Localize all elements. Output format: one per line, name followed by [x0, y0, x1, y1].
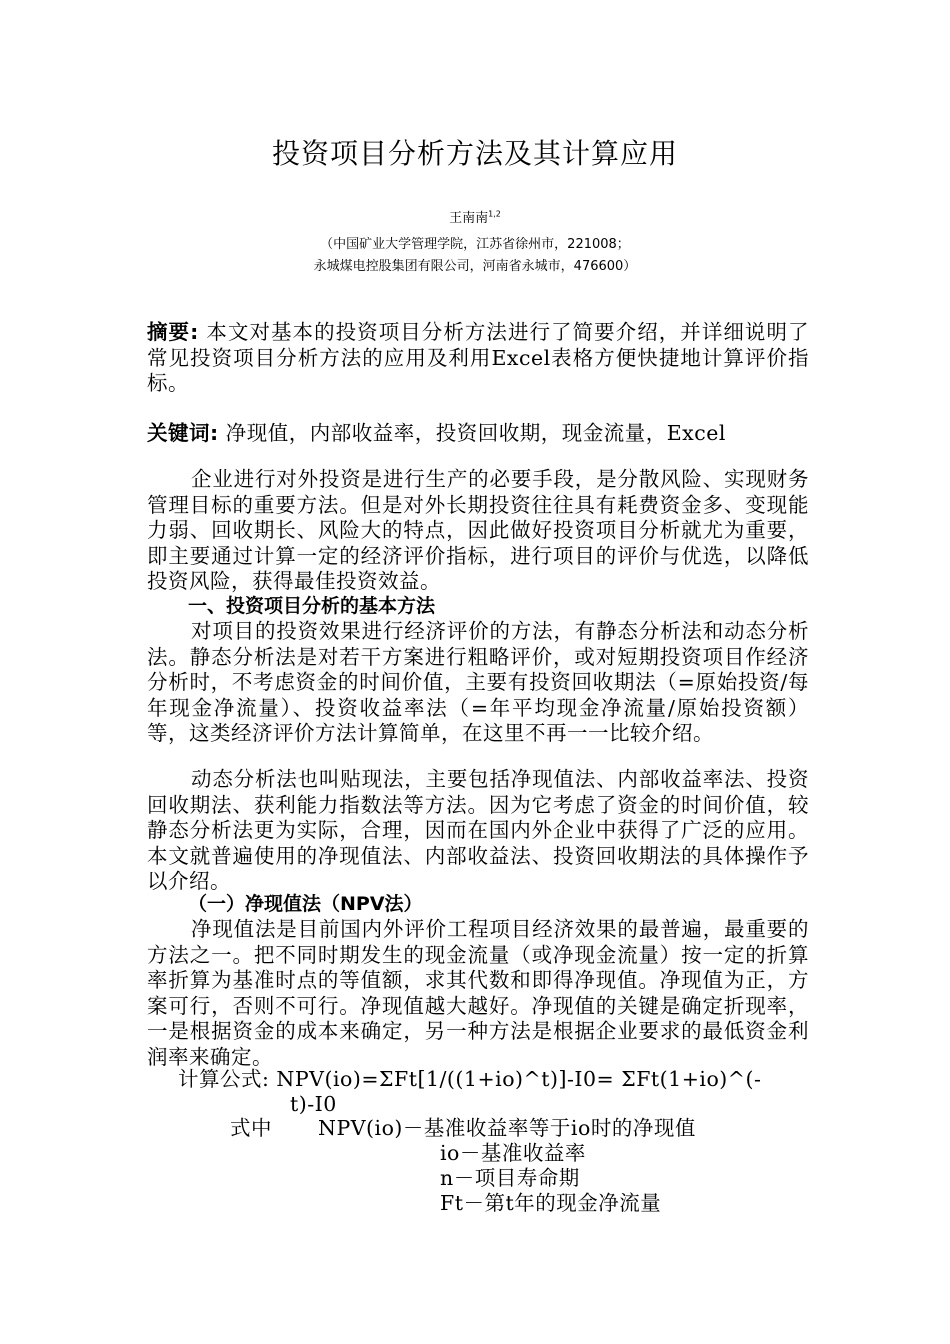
where-item-ft: Ft－第t年的现金净流量: [440, 1191, 662, 1215]
affiliation-2: 永城煤电控股集团有限公司，河南省永城市，476600）: [313, 259, 637, 274]
formula-line-2: t)-I0: [290, 1092, 337, 1116]
affiliation-1: （中国矿业大学管理学院，江苏省徐州市，221008；: [320, 237, 630, 252]
dynamic-method-paragraph: 动态分析法也叫贴现法，主要包括净现值法、内部收益率法、投资回收期法、获利能力指数法等方法。因为它考虑了资金的时间价值，较静态分析法更为实际，合理，因而在国内外企业中获得了广泛的应用。本文就普遍使用的净现值法、内部收益法、投资回收期法的具体操作予以介绍。: [147, 767, 809, 893]
section-heading-npv: （一）净现值法（NPV法）: [188, 893, 423, 915]
abstract-paragraph: [147, 320, 809, 397]
author-name: 王南南: [449, 211, 489, 226]
where-item-n: n－项目寿命期: [440, 1166, 580, 1190]
section-heading-1: 一、投资项目分析的基本方法: [188, 595, 436, 617]
where-item-io: io－基准收益率: [440, 1141, 586, 1165]
author-superscript: 1,2: [488, 209, 501, 219]
npv-paragraph: 净现值法是目前国内外评价工程项目经济效果的最普遍，最重要的方法之一。把不同时期发生的现金流量（或净现金流量）按一定的折算率折算为基准时点的等值额，求其代数和即得净现值。净现值为正，方案可行，否则不可行。净现值越大越好。净现值的关键是确定折现率，一是根据资金的成本来确定，另一种方法是根据企业要求的最低资金利润率来确定。: [147, 917, 809, 1069]
static-method-paragraph: 对项目的投资效果进行经济评价的方法，有静态分析法和动态分析法。静态分析法是对若干方案进行粗略评价，或对短期投资项目作经济分析时，不考虑资金的时间价值，主要有投资回收期法（=原始投资/每年现金净流量）、投资收益率法（=年平均现金净流量/原始投资额）等，这类经济评价方法计算简单，在这里不再一一比较介绍。: [147, 619, 809, 745]
abstract-label: 摘要:: [147, 320, 199, 344]
keywords-text: 净现值，内部收益率，投资回收期，现金流量，Excel: [218, 421, 726, 445]
keywords-label: 关键词:: [147, 421, 219, 445]
where-label: 式中: [230, 1116, 272, 1140]
where-item-npv: NPV(io)－基准收益率等于io时的净现值: [318, 1116, 696, 1140]
abstract-text: 本文对基本的投资项目分析方法进行了简要介绍，并详细说明了常见投资项目分析方法的应用及利用Excel表格方便快捷地计算评价指标。: [147, 320, 810, 395]
formula-line-1: 计算公式: NPV(io)=ΣFt[1/((1+io)^t)]-I0= ΣFt(1+io)^(-: [178, 1067, 762, 1091]
page-title: 投资项目分析方法及其计算应用: [271, 137, 678, 170]
intro-paragraph: 企业进行对外投资是进行生产的必要手段，是分散风险、实现财务管理目标的重要方法。但是对外长期投资往往具有耗费资金多、变现能力弱、回收期长、风险大的特点，因此做好投资项目分析就尤为重要，即主要通过计算一定的经济评价指标，进行项目的评价与优选，以降低投资风险，获得最佳投资效益。: [147, 467, 809, 593]
keywords-paragraph: [147, 421, 809, 447]
author-line: [0, 207, 950, 226]
